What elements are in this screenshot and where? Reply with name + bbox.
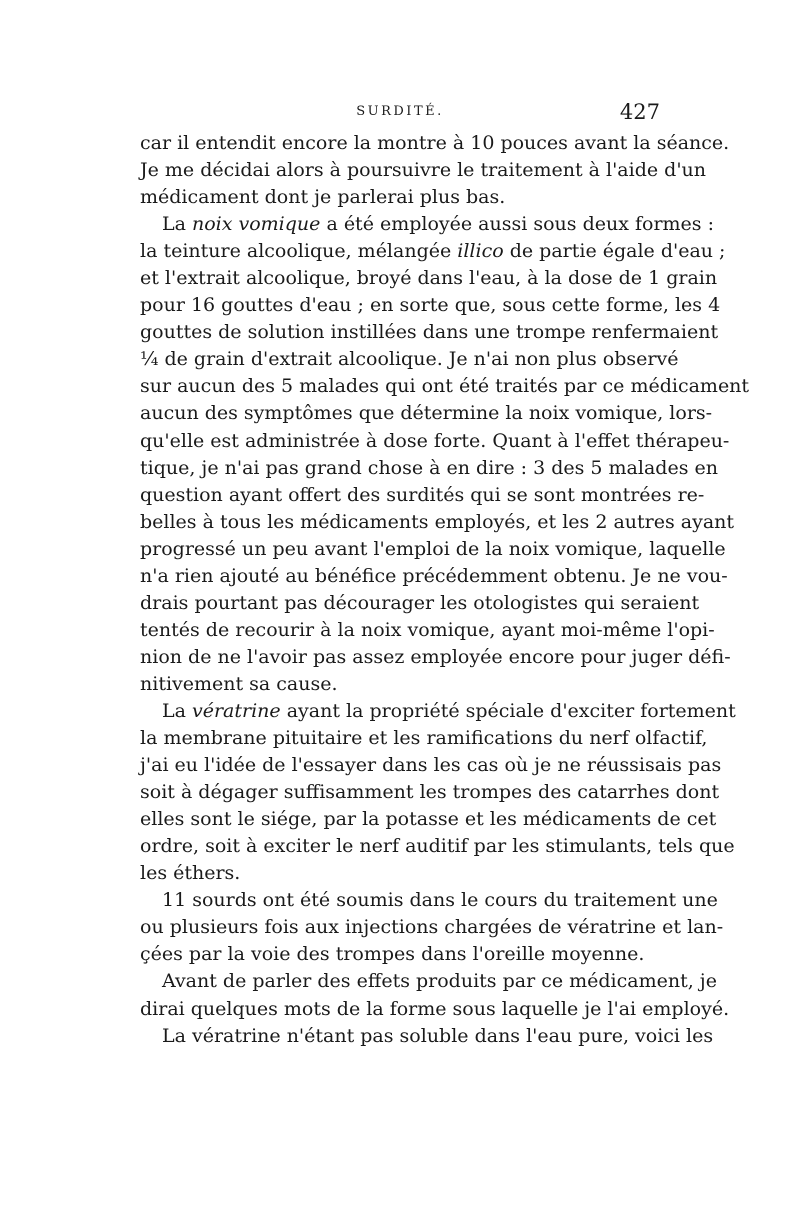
text-segment: La vératrine n'étant pas soluble dans l'eau pure, voici les	[162, 1024, 714, 1047]
text-segment: j'ai eu l'idée de l'essayer dans les cas où je ne réussisais pas	[140, 754, 722, 777]
text-line	[140, 373, 750, 400]
text-segment: La	[162, 213, 192, 236]
text-segment: elles sont le siége, par la potasse et les médicaments de cet	[140, 808, 717, 831]
running-head	[140, 100, 660, 126]
text-segment: les éthers.	[140, 862, 241, 885]
text-line	[140, 563, 728, 590]
text-segment: ou plusieurs fois aux injections chargées de vératrine et lan-	[140, 916, 724, 939]
text-segment: qu'elle est administrée à dose forte. Quant à l'effet thérapeu-	[140, 429, 730, 452]
text-segment: nion de ne l'avoir pas assez employée encore pour juger défi-	[140, 645, 731, 668]
text-segment: sur aucun des 5 malades qui ont été traités par ce médicament	[140, 375, 750, 398]
italic-term: vératrine	[191, 699, 281, 722]
text-line	[140, 941, 660, 968]
text-segment: tique, je n'ai pas grand chose à en dire : 3 des 5 malades en	[140, 456, 718, 479]
text-line	[140, 292, 721, 319]
text-line	[140, 887, 718, 914]
italic-term: illico	[457, 240, 504, 263]
page-number: 427	[619, 100, 660, 124]
text-segment: tentés de recourir à la noix vomique, ayant moi-même l'opi-	[140, 618, 715, 641]
text-line	[140, 996, 730, 1023]
text-line	[140, 698, 736, 725]
text-segment: la membrane pituitaire et les ramifications du nerf olfactif,	[140, 727, 708, 750]
text-segment: n'a rien ajouté au bénéfice précédemment obtenu. Je ne vou-	[140, 564, 728, 587]
text-line	[140, 400, 713, 427]
text-line	[140, 644, 731, 671]
text-segment: La	[162, 699, 192, 722]
body-text	[140, 130, 750, 1050]
text-segment: et l'extrait alcoolique, broyé dans l'eau, à la dose de 1 grain	[140, 267, 718, 290]
text-line	[140, 968, 717, 995]
text-line	[140, 157, 707, 184]
text-segment: aucun des symptômes que détermine la noix vomique, lors-	[140, 402, 713, 425]
text-line	[140, 752, 722, 779]
text-line	[140, 590, 700, 617]
text-segment: soit à dégager suffisamment les trompes des catarrhes dont	[140, 781, 720, 804]
text-segment: progressé un peu avant l'emploi de la noix vomique, laquelle	[140, 537, 726, 560]
text-segment: Je me décidai alors à poursuivre le traitement à l'aide d'un	[140, 159, 707, 182]
text-segment: gouttes de solution instillées dans une trompe renfermaient	[140, 321, 719, 344]
text-segment: a été employée aussi sous deux formes :	[320, 213, 714, 236]
text-segment: belles à tous les médicaments employés, et les 2 autres ayant	[140, 510, 735, 533]
text-segment: nitivement sa cause.	[140, 672, 338, 695]
text-line	[140, 130, 730, 157]
text-segment: çées par la voie des trompes dans l'oreille moyenne.	[140, 943, 645, 966]
text-line	[140, 265, 718, 292]
text-line	[140, 509, 735, 536]
text-segment: 11 sourds ont été soumis dans le cours du traitement une	[162, 889, 718, 912]
text-segment: Avant de parler des effets produits par ce médicament, je	[162, 970, 717, 993]
text-segment: ¼ de grain d'extrait alcoolique. Je n'ai non plus observé	[140, 348, 679, 371]
text-line	[140, 346, 679, 373]
text-segment: drais pourtant pas décourager les otologistes qui seraient	[140, 591, 700, 614]
text-line	[140, 319, 719, 346]
text-line	[140, 211, 714, 238]
text-segment: la teinture alcoolique, mélangée	[140, 240, 458, 263]
text-segment: car il entendit encore la montre à 10 pouces avant la séance.	[140, 132, 730, 154]
text-line	[140, 482, 705, 509]
text-line	[140, 1023, 714, 1050]
text-segment: médicament dont je parlerai plus bas.	[140, 186, 506, 209]
text-line	[140, 725, 708, 752]
text-line	[140, 428, 730, 455]
text-line	[140, 617, 715, 644]
italic-term: noix vomique	[191, 213, 321, 236]
text-line	[140, 671, 660, 698]
text-line	[140, 806, 717, 833]
text-line	[140, 779, 720, 806]
running-title: SURDITÉ.	[356, 104, 444, 119]
text-segment: question ayant offert des surdités qui se sont montrées re-	[140, 483, 705, 506]
text-segment: de partie égale d'eau ;	[503, 240, 726, 263]
text-line	[140, 860, 660, 887]
text-segment: pour 16 gouttes d'eau ; en sorte que, sous cette forme, les 4	[140, 294, 721, 317]
text-line	[140, 833, 735, 860]
text-line	[140, 184, 660, 211]
text-segment: ayant la propriété spéciale d'exciter fortement	[280, 699, 736, 722]
text-line	[140, 455, 718, 482]
text-line	[140, 536, 726, 563]
text-segment: ordre, soit à exciter le nerf auditif par les stimulants, tels que	[140, 835, 735, 858]
text-segment: dirai quelques mots de la forme sous laquelle je l'ai employé.	[140, 997, 730, 1020]
text-line	[140, 238, 726, 265]
text-line	[140, 914, 724, 941]
